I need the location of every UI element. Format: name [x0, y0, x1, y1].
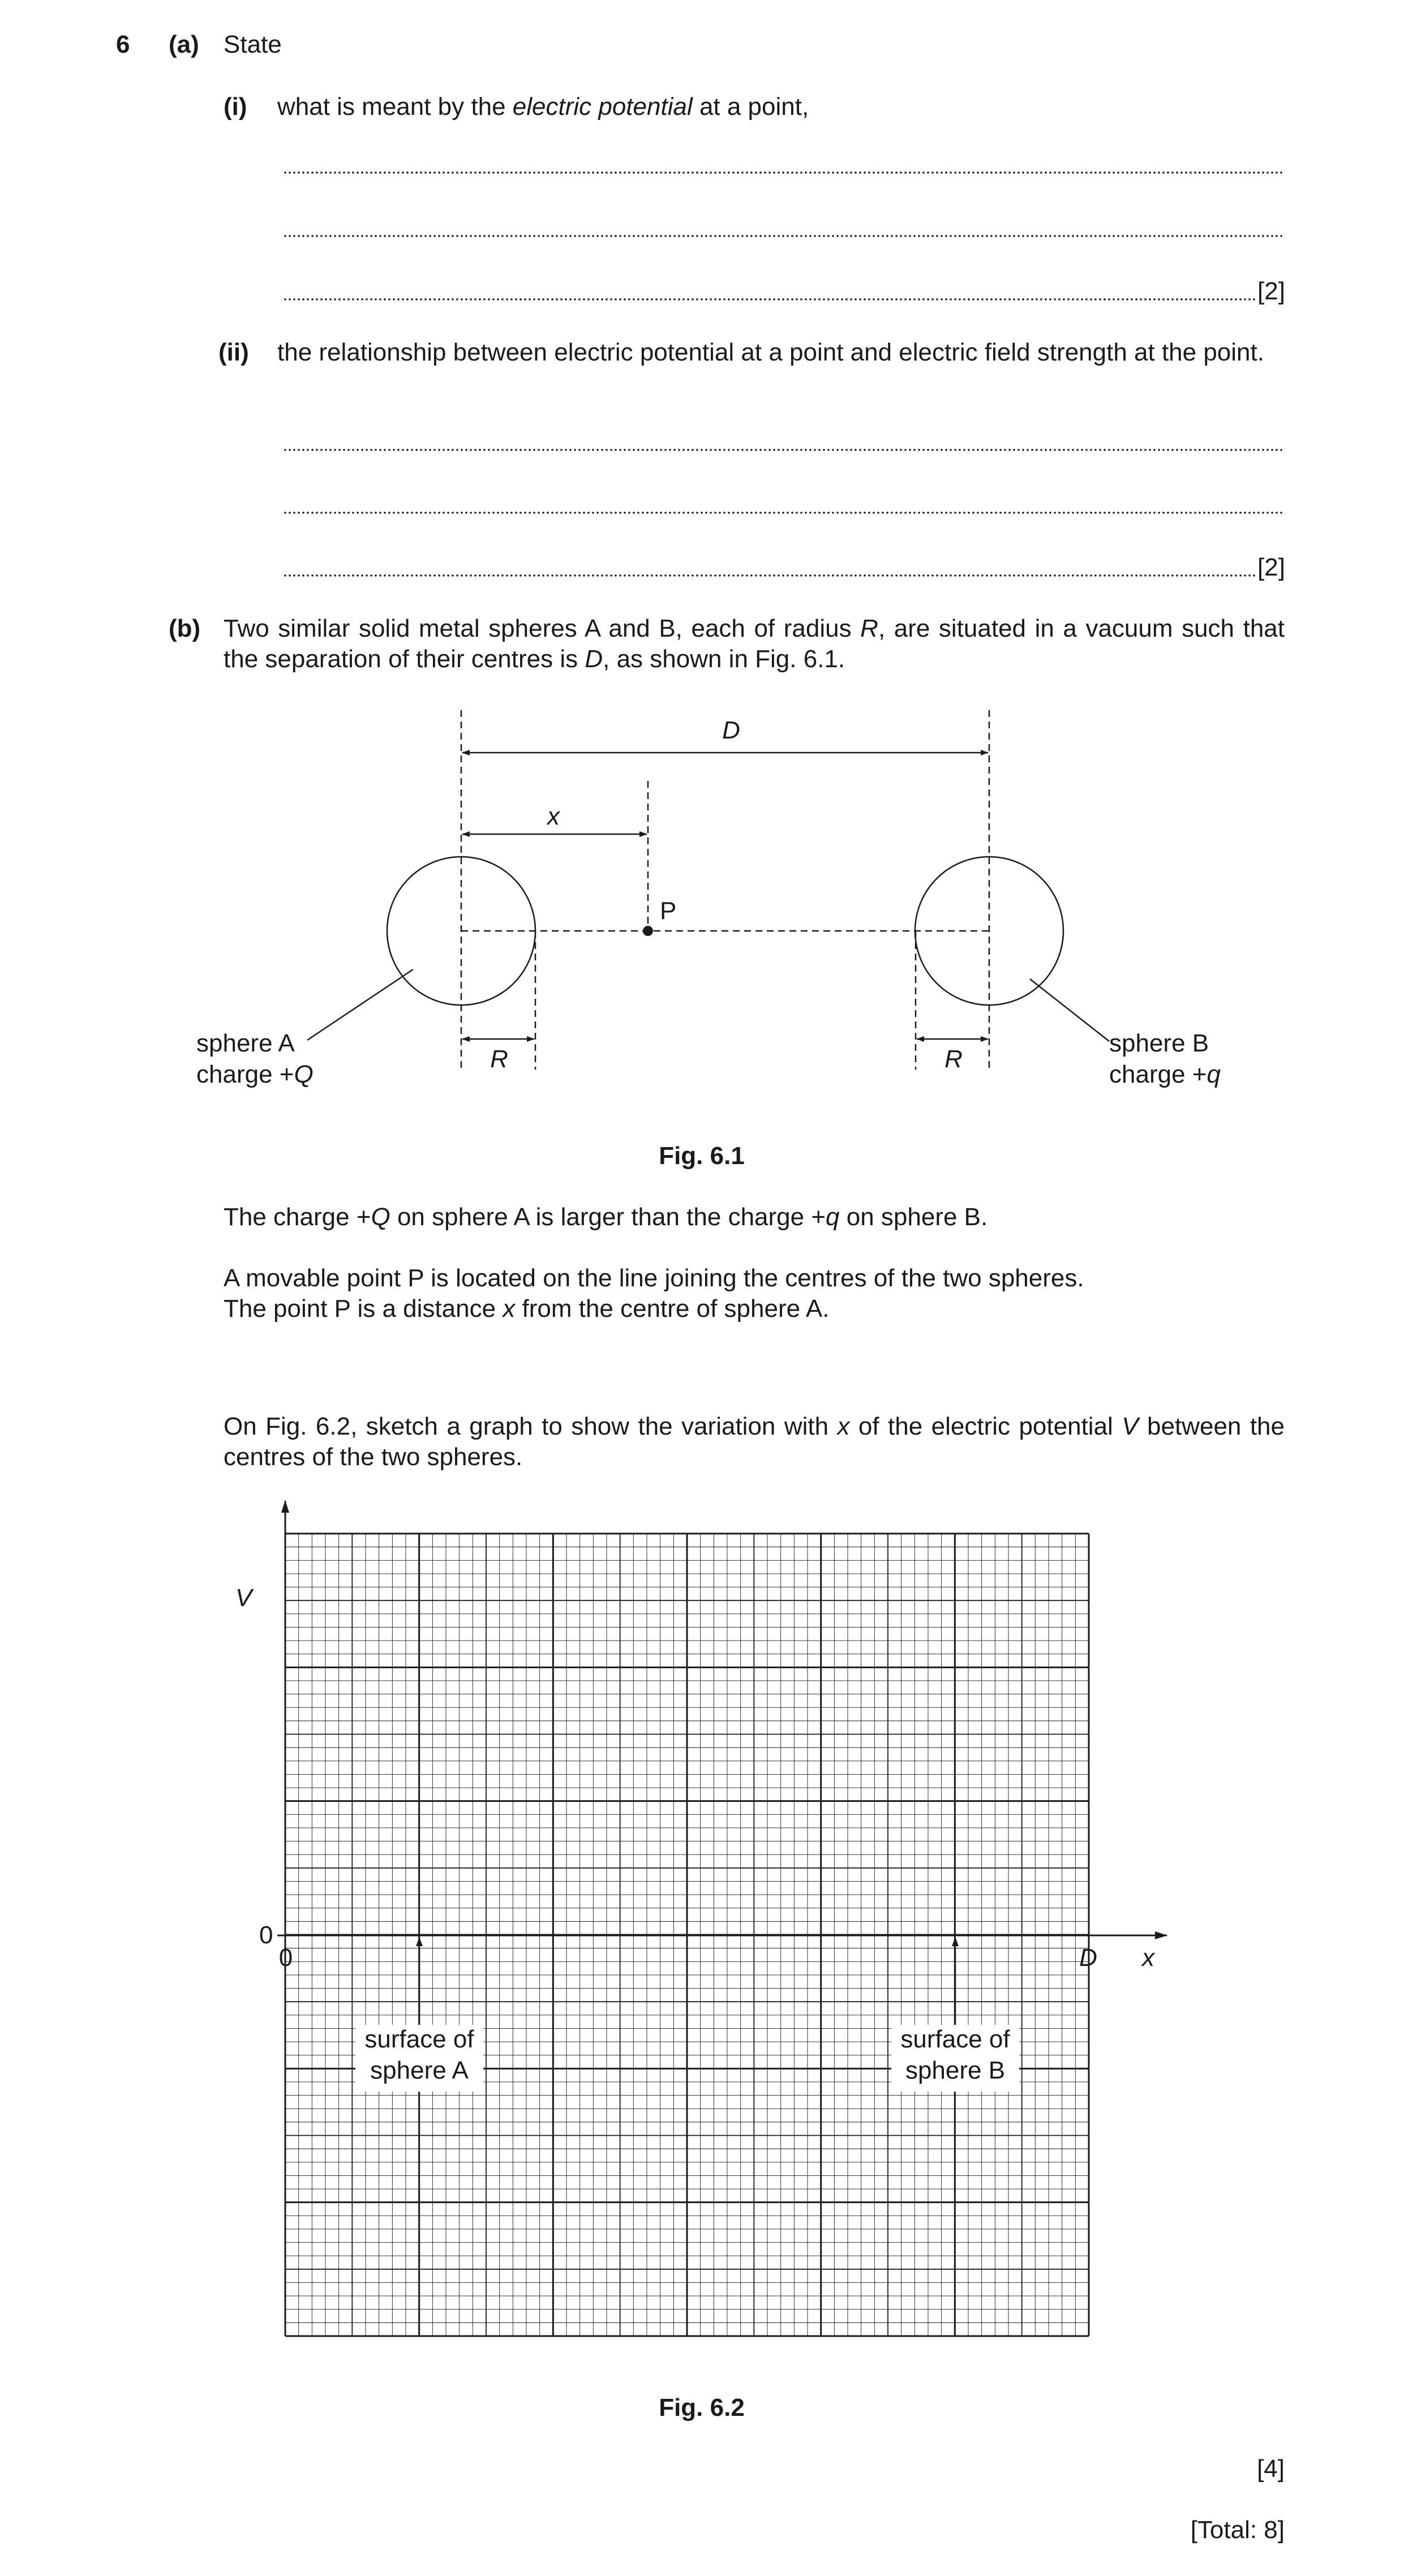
answer-line[interactable] — [283, 574, 1255, 577]
point-p — [643, 926, 653, 936]
fig-6-1-caption: Fig. 6.1 — [659, 1142, 745, 1170]
part-a-ii-label: (ii) — [218, 338, 249, 366]
part-a-stem: State — [224, 31, 282, 58]
sphere-b-leader — [1030, 979, 1109, 1041]
y-axis-label: V — [235, 1584, 252, 1612]
surface-b-label-line2: sphere B — [905, 2056, 1006, 2084]
label-x: x — [547, 802, 560, 830]
y-origin-label: 0 — [259, 1921, 273, 1949]
label-p: P — [660, 897, 677, 925]
marks-b: [4] — [1257, 2455, 1285, 2483]
answer-line[interactable] — [283, 298, 1255, 301]
part-b-label: (b) — [169, 615, 201, 642]
sketch-instruction: On Fig. 6.2, sketch a graph to show the variation with x of the electric potential V between the centres of the two spheres. — [224, 1412, 1285, 1471]
surface-a-label-line1: surface of — [364, 2025, 474, 2053]
question-number: 6 — [116, 31, 130, 58]
charge-sentence: The charge +Q on sphere A is larger than the charge +q on sphere B. — [224, 1203, 988, 1231]
x-origin-label: 0 — [278, 1944, 293, 1972]
fig-6-2-caption: Fig. 6.2 — [659, 2394, 745, 2422]
label-sphere-a: sphere A — [196, 1029, 295, 1057]
movable-point-line2: The point P is a distance x from the centre of sphere A. — [224, 1295, 830, 1323]
label-sphere-b: sphere B — [1109, 1029, 1209, 1057]
marks-a-ii: [2] — [1257, 553, 1285, 581]
x-end-label: D — [1079, 1944, 1097, 1972]
total-marks: [Total: 8] — [1190, 2516, 1285, 2544]
label-sphere-b-charge: charge +q — [1109, 1061, 1221, 1088]
figure-6-2-grid[interactable] — [0, 1494, 1404, 2377]
part-a-i-text: what is meant by the electric potential at a point, — [277, 93, 809, 121]
label-r-left: R — [490, 1045, 508, 1073]
label-sphere-a-charge: charge +Q — [196, 1061, 314, 1088]
marks-a-i: [2] — [1257, 277, 1285, 305]
part-a-i-label: (i) — [224, 93, 247, 121]
answer-line[interactable] — [283, 448, 1285, 452]
answer-line[interactable] — [283, 511, 1285, 514]
sphere-a-leader — [307, 969, 413, 1040]
figure-6-1 — [0, 702, 1404, 1137]
label-r-right: R — [944, 1045, 963, 1073]
label-d: D — [722, 716, 740, 744]
part-b-intro: Two similar solid metal spheres A and B, each of radius R, are situated in a vacuum such that the separation of their centres is D, as shown in Fig. 6.1. — [224, 615, 1285, 673]
part-a-label: (a) — [169, 31, 199, 58]
answer-line[interactable] — [283, 234, 1285, 238]
answer-line[interactable] — [283, 171, 1285, 174]
x-axis-label: x — [1142, 1944, 1154, 1972]
movable-point-line1: A movable point P is located on the line joining the centres of the two spheres. — [224, 1264, 1084, 1292]
part-a-ii-text: the relationship between electric potential at a point and electric field strength at the point. — [277, 338, 1264, 366]
surface-b-label-line1: surface of — [900, 2025, 1010, 2053]
surface-a-label-line2: sphere A — [370, 2056, 469, 2084]
